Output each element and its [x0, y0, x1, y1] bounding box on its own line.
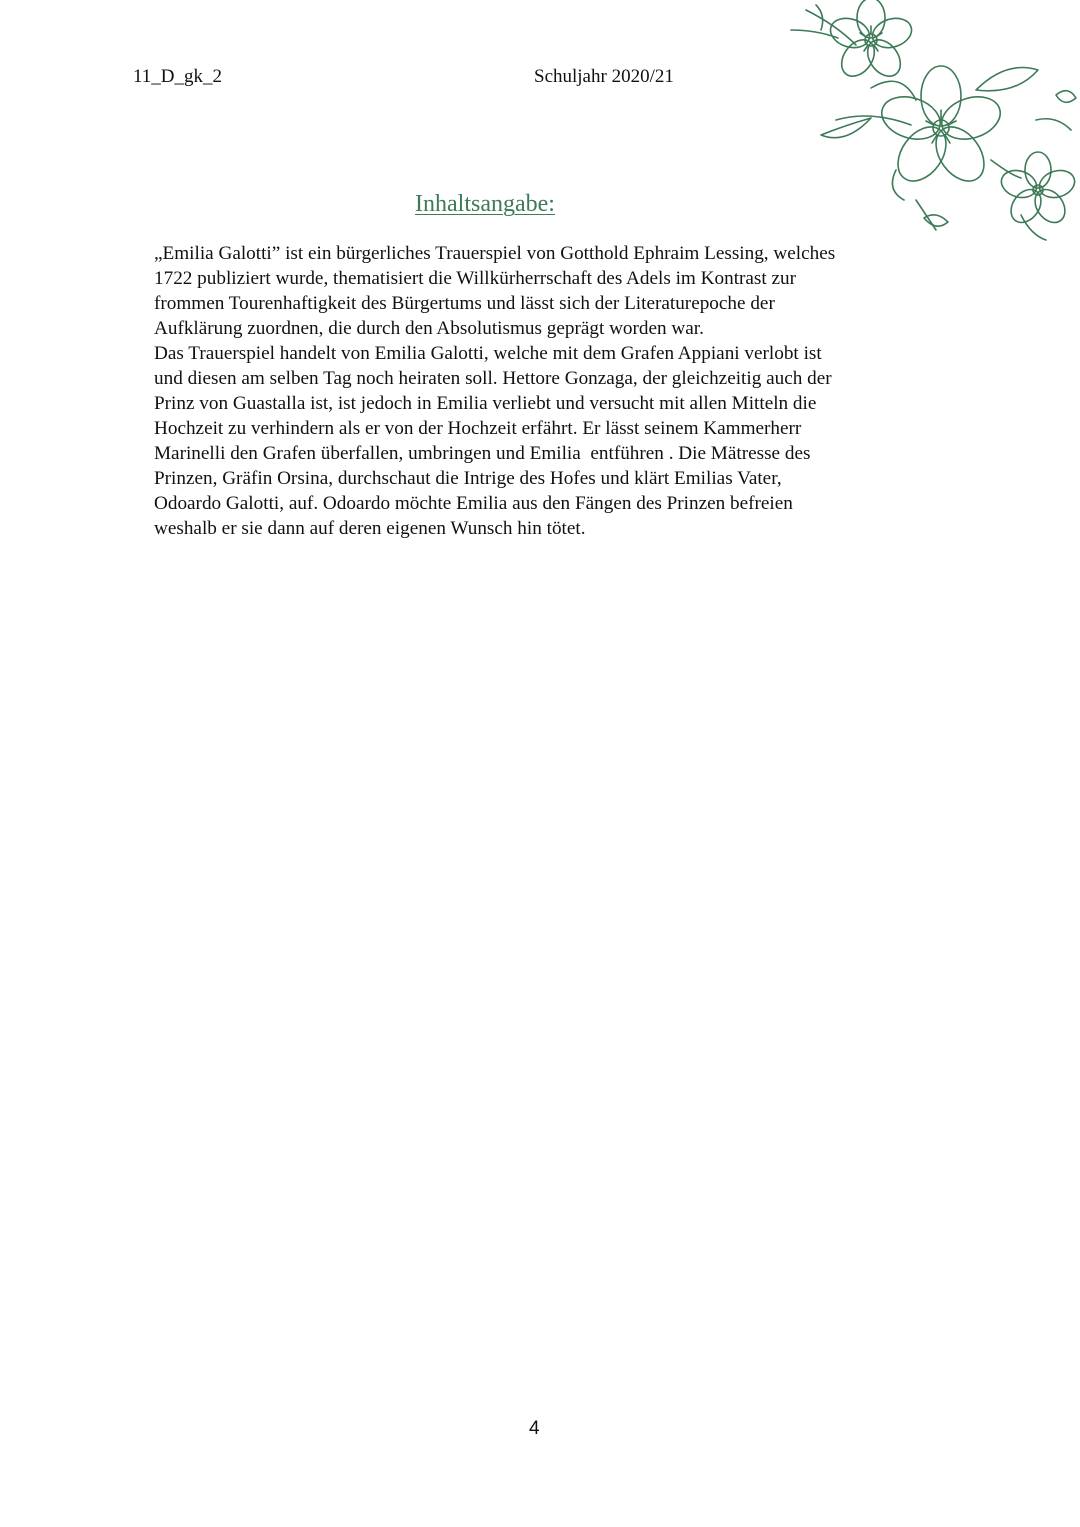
text-line: 1722 publiziert wurde, thematisiert die Willkürherrschaft des Adels im Kontrast zur — [154, 268, 797, 289]
text-line: „Emilia Galotti” ist ein bürgerliches Trauerspiel von Gotthold Ephraim Lessing, welches — [154, 243, 836, 264]
floral-decoration-icon — [776, 0, 1080, 248]
page-number: 4 — [529, 1418, 540, 1439]
header-course: 11_D_gk_2 — [133, 66, 223, 87]
text-line: Aufklärung zuordnen, die durch den Absolutismus geprägt worden war. — [154, 318, 704, 339]
text-line: Das Trauerspiel handelt von Emilia Galotti, welche mit dem Grafen Appiani verlobt ist — [154, 343, 822, 364]
page-title: Inhaltsangabe: — [415, 191, 555, 217]
header-school-year: Schuljahr 2020/21 — [534, 66, 674, 87]
text-line: Odoardo Galotti, auf. Odoardo möchte Emilia aus den Fängen des Prinzen befreien — [154, 493, 793, 514]
text-line: Prinz von Guastalla ist, ist jedoch in Emilia verliebt und versucht mit allen Mitteln die — [154, 393, 817, 414]
text-line: weshalb er sie dann auf deren eigenen Wunsch hin tötet. — [154, 518, 586, 539]
text-line: Hochzeit zu verhindern als er von der Hochzeit erfährt. Er lässt seinem Kammerherr — [154, 418, 802, 439]
summary-text — [154, 241, 944, 541]
text-line: Prinzen, Gräfin Orsina, durchschaut die Intrige des Hofes und klärt Emilias Vater, — [154, 468, 782, 489]
text-line: und diesen am selben Tag noch heiraten soll. Hettore Gonzaga, der gleichzeitig auch der — [154, 368, 832, 389]
text-line: frommen Tourenhaftigkeit des Bürgertums und lässt sich der Literaturepoche der — [154, 293, 775, 314]
text-line: Marinelli den Grafen überfallen, umbringen und Emilia entführen . Die Mätresse des — [154, 443, 811, 464]
